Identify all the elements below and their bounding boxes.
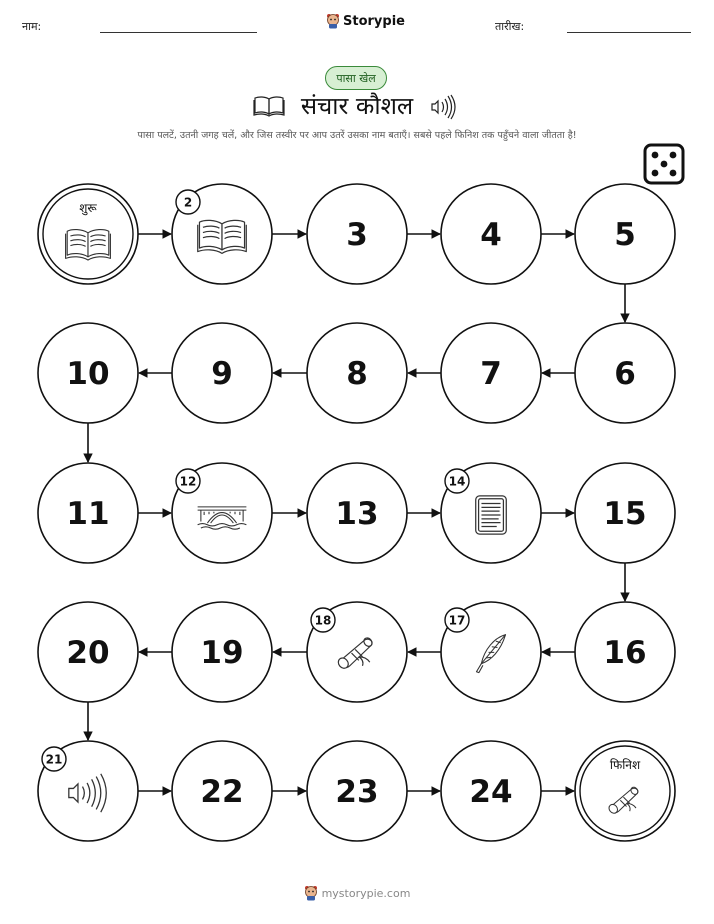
- cell-number: 22: [200, 774, 244, 810]
- board-cell-6: [575, 323, 675, 423]
- cell-number: 17: [448, 613, 466, 628]
- date-label: तारीख:: [495, 20, 525, 33]
- cell-number: 20: [66, 635, 110, 671]
- cell-number: 14: [448, 474, 466, 489]
- game-type-badge: पासा खेल: [325, 66, 387, 90]
- board-cell-1: [38, 184, 138, 284]
- cell-number: 19: [200, 635, 244, 671]
- instructions: पासा पलटें, उतनी जगह चलें, और जिस तस्वीर पर आप उतरें उसका नाम बताएँ। सबसे पहले फिनिश तक पहुँचने वाला जीतता है!: [137, 130, 577, 141]
- cell-number: 24: [469, 774, 513, 810]
- cell-number: 11: [66, 496, 110, 532]
- cell-number: 3: [346, 217, 368, 253]
- board-cell-2: [172, 184, 272, 284]
- board-cell-7: [441, 323, 541, 423]
- board-cell-10: [38, 323, 138, 423]
- cell-number: 18: [314, 613, 332, 628]
- board-cell-23: [307, 741, 407, 841]
- cell-number: 12: [179, 474, 197, 489]
- cell-number: 7: [480, 356, 502, 392]
- cell-number: 10: [66, 356, 110, 392]
- cell-number: 2: [183, 195, 193, 210]
- board-cell-11: [38, 463, 138, 563]
- board-cells: [38, 184, 675, 841]
- cell-number: 4: [480, 217, 502, 253]
- cell-number: 13: [335, 496, 379, 532]
- brand-name: Storypie: [343, 13, 405, 29]
- board-cell-13: [307, 463, 407, 563]
- finish-label: फिनिश: [609, 758, 641, 772]
- board-cell-16: [575, 602, 675, 702]
- board-cell-4: [441, 184, 541, 284]
- cell-number: 15: [603, 496, 647, 532]
- board-cell-5: [575, 184, 675, 284]
- cell-number: 9: [211, 356, 233, 392]
- board-cell-19: [172, 602, 272, 702]
- page-title: संचार कौशल: [300, 92, 414, 120]
- footer: [0, 885, 714, 901]
- board-cell-24: [441, 741, 541, 841]
- board-cell-15: [575, 463, 675, 563]
- board-cell-12: [172, 463, 272, 563]
- storypie-mascot-icon: [304, 885, 318, 901]
- board-cell-20: [38, 602, 138, 702]
- board-cell-22: [172, 741, 272, 841]
- cell-number: 6: [614, 356, 636, 392]
- start-label: शुरू: [79, 201, 97, 215]
- board-cell-3: [307, 184, 407, 284]
- board-cell-9: [172, 323, 272, 423]
- cell-number: 21: [45, 752, 63, 767]
- board-cell-18: [307, 602, 407, 702]
- cell-number: 23: [335, 774, 379, 810]
- board-cell-21: [38, 741, 138, 841]
- board-cell-17: [441, 602, 541, 702]
- cell-number: 8: [346, 356, 368, 392]
- name-label: नाम:: [22, 20, 42, 33]
- cell-circle: [575, 741, 675, 841]
- board-cell-14: [441, 463, 541, 563]
- board-cell-8: [307, 323, 407, 423]
- cell-number: 5: [614, 217, 636, 253]
- tablet-icon: [476, 496, 507, 534]
- board-cell-25: [575, 741, 675, 841]
- footer-url: mystorypie.com: [321, 886, 411, 900]
- cell-number: 16: [603, 635, 647, 671]
